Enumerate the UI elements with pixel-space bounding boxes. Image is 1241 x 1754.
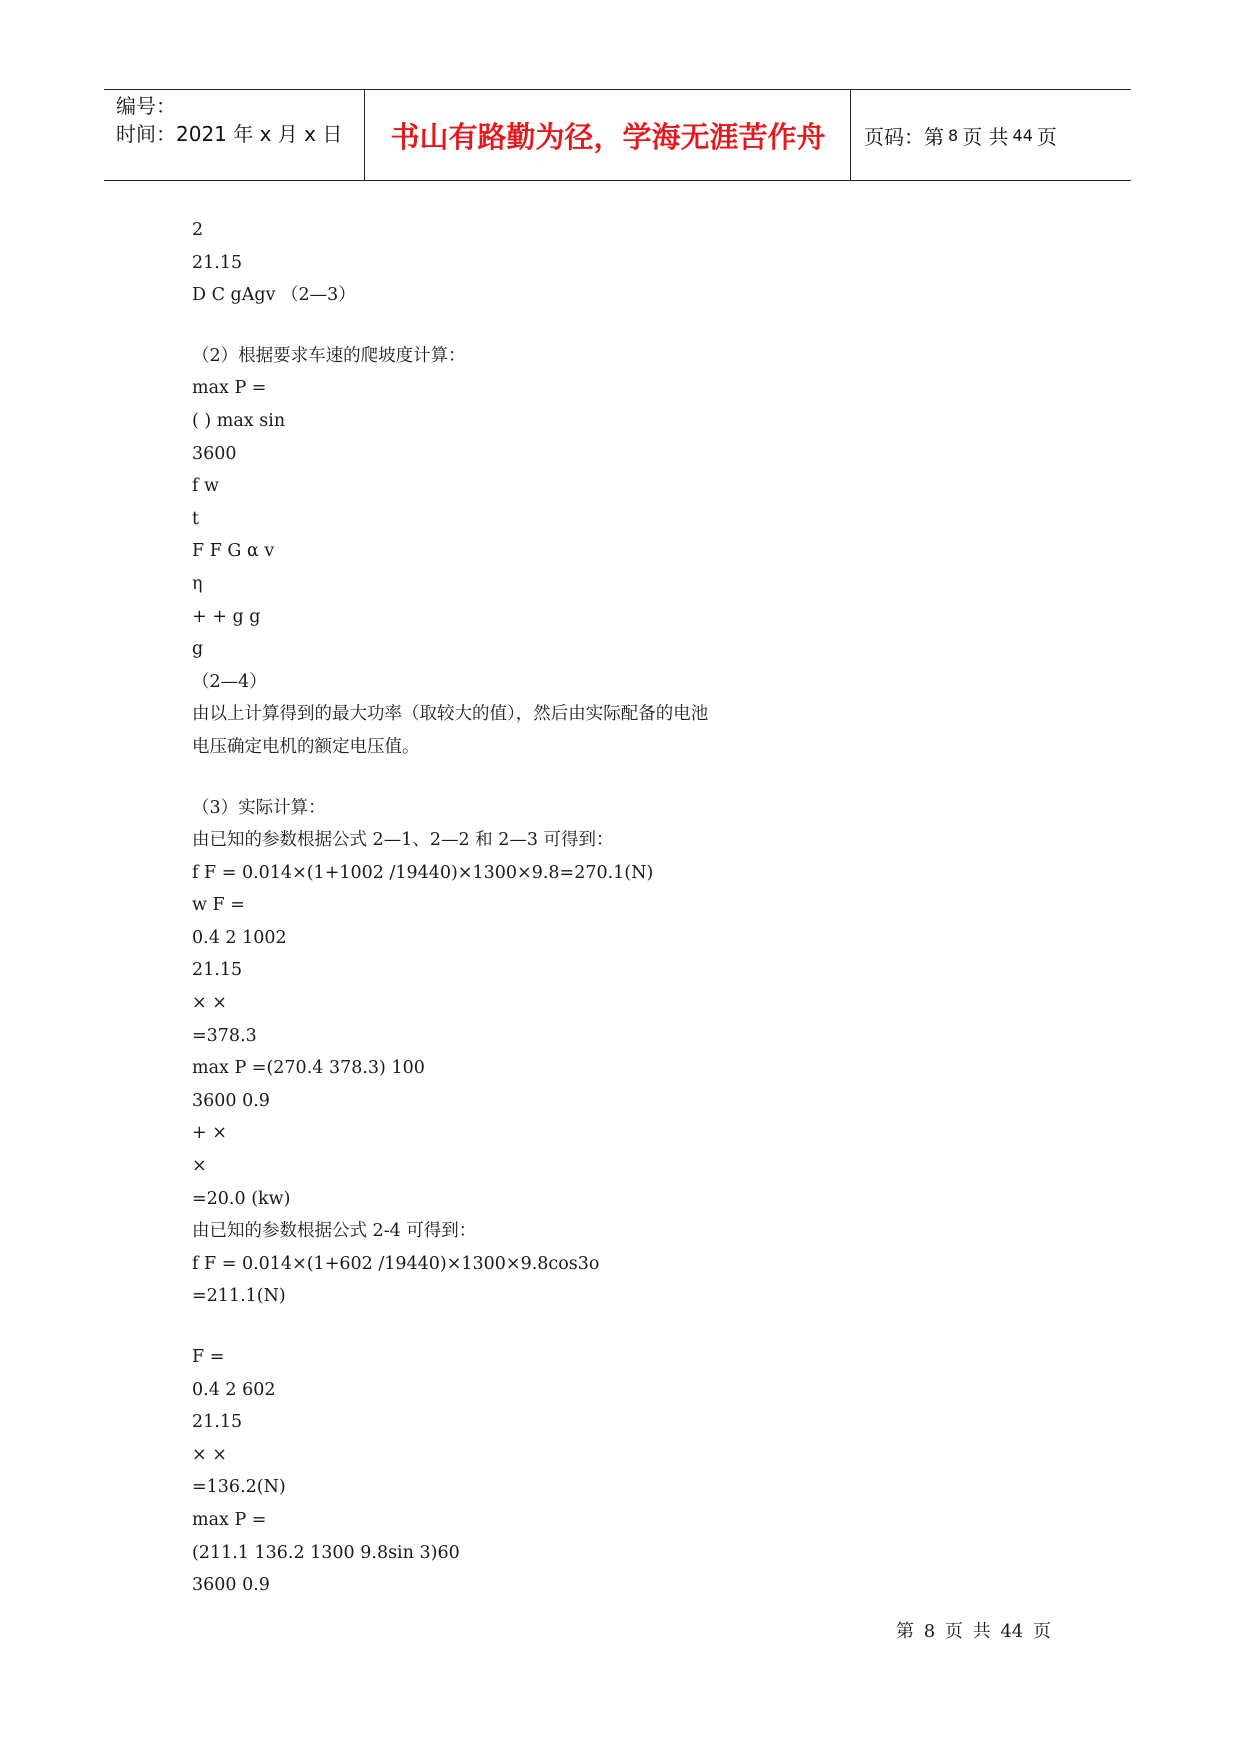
text-line: F F G α v [192, 541, 275, 562]
text-line: max P = [192, 378, 267, 399]
text-line: 0.4 2 602 [192, 1379, 276, 1400]
text-line: max P =(270.4 378.3) 100 [192, 1058, 425, 1079]
text-line: 2 [192, 220, 204, 240]
text-line: =211.1(N) [192, 1286, 286, 1307]
text-line: 3600 0.9 [192, 1575, 270, 1596]
header-divider-left [364, 90, 365, 180]
text-line: （3）实际计算： [192, 797, 326, 818]
document-body [192, 214, 1052, 1602]
text-line: （2—4） [192, 671, 267, 692]
blank-line [192, 764, 1052, 792]
text-line: × [192, 1156, 207, 1177]
header-meta [116, 92, 366, 148]
time-label: 时间：2021 年 x 月 x 日 [116, 122, 343, 146]
text-line: =136.2(N) [192, 1477, 286, 1498]
text-line: + × [192, 1123, 227, 1144]
text-line: =378.3 [192, 1025, 257, 1046]
header-divider-right [850, 90, 851, 180]
text-line: 电压确定电机的额定电压值。 [192, 736, 420, 757]
text-line: f F = 0.014×(1+1002 /19440)×1300×9.8=270.1(N) [192, 862, 654, 883]
page-suffix: 页 [1036, 124, 1057, 149]
text-line: 21.15 [192, 252, 243, 273]
text-line: 3600 0.9 [192, 1090, 270, 1111]
text-line: g [192, 639, 204, 660]
text-line: D C gAgv （2—3） [192, 285, 356, 306]
text-line: η [192, 573, 203, 594]
text-line: t [192, 508, 200, 529]
page-footer: 第 8 页 共 44 页 [896, 1621, 1051, 1642]
text-line: max P = [192, 1509, 267, 1530]
text-line: f w [192, 476, 220, 497]
header-motto: 书山有路勤为径，学海无涯苦作舟 [390, 119, 826, 154]
text-line: × × [192, 993, 227, 1014]
text-line: 由已知的参数根据公式 2-4 可得到： [192, 1221, 477, 1242]
page-number: 8 [948, 125, 959, 145]
text-line: （2）根据要求车速的爬坡度计算： [192, 345, 466, 366]
text-line: + + g g [192, 606, 261, 627]
text-line: 0.4 2 1002 [192, 927, 287, 948]
text-line: (211.1 136.2 1300 9.8sin 3)60 [192, 1542, 460, 1563]
text-line: × × [192, 1444, 227, 1465]
page-prefix: 页码：第 [864, 124, 944, 149]
page-total: 44 [1012, 125, 1033, 145]
text-line: 3600 [192, 443, 237, 464]
serial-label: 编号： [116, 94, 176, 118]
text-line: f F = 0.014×(1+602 /19440)×1300×9.8cos3o [192, 1253, 600, 1274]
header-page-indicator [864, 90, 1057, 180]
text-line: 由已知的参数根据公式 2—1、2—2 和 2—3 可得到： [192, 830, 614, 851]
text-line: 21.15 [192, 960, 243, 981]
text-line: ( ) max sin [192, 410, 286, 431]
page-header [104, 89, 1131, 181]
page-mid: 页 共 [962, 124, 1009, 149]
text-line: w F = [192, 895, 245, 916]
text-line: F = [192, 1347, 225, 1367]
text-line: 由以上计算得到的最大功率（取较大的值），然后由实际配备的电池 [192, 704, 709, 725]
text-line: 21.15 [192, 1412, 243, 1433]
blank-line [192, 312, 1052, 340]
blank-line [192, 1313, 1052, 1341]
text-line: =20.0 (kw) [192, 1188, 291, 1209]
